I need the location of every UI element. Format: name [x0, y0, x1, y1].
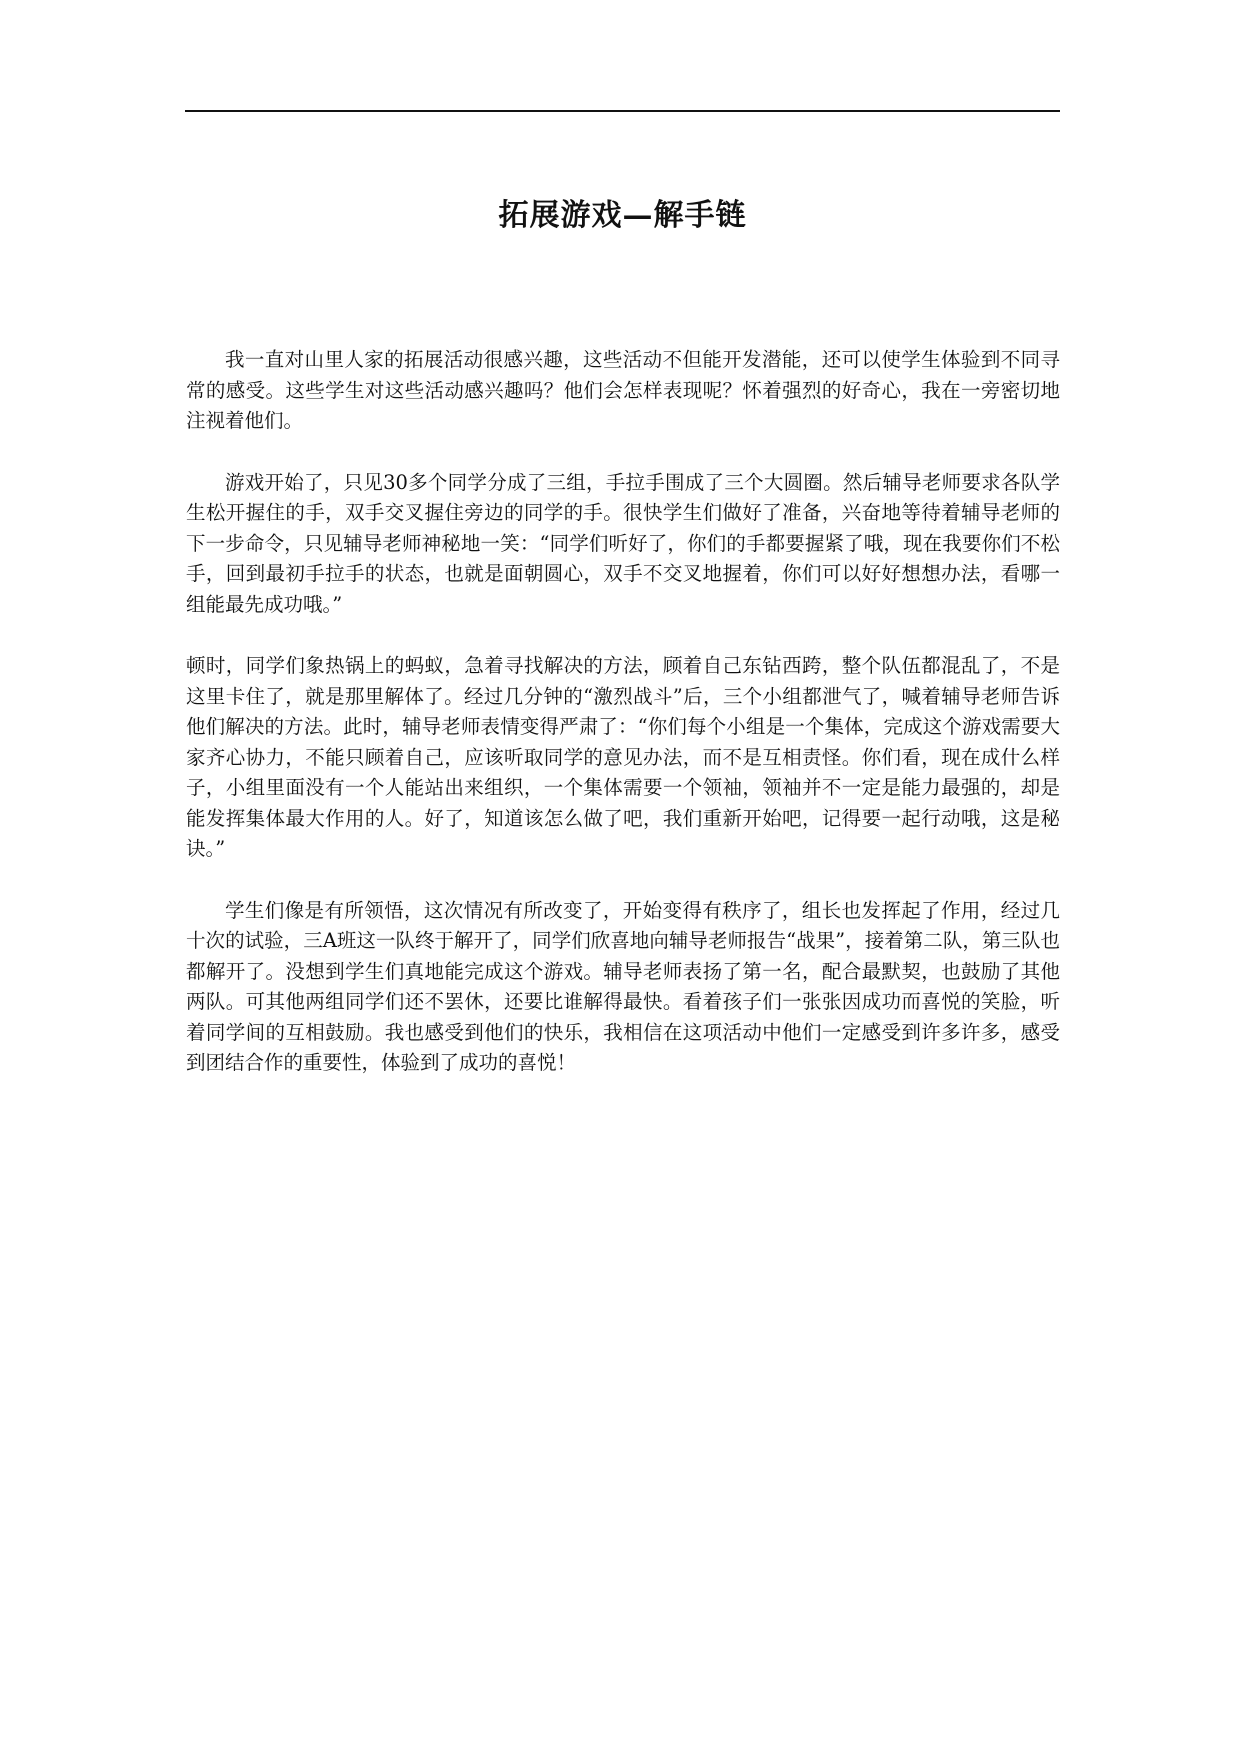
paragraph-2: 游戏开始了，只见30多个同学分成了三组，手拉手围成了三个大圆圈。然后辅导老师要求各队学生松开握住的手，双手交叉握住旁边的同学的手。很快学生们做好了准备，兴奋地等待着辅导老师的下一步命令，只见辅导老师神秘地一笑：“同学们听好了，你们的手都要握紧了哦，现在我要你们不松手，回到最初手拉手的状态，也就是面朝圆心，双手不交叉地握着，你们可以好好想想办法，看哪一组能最先成功哦。” [186, 470, 1060, 616]
document-body [186, 345, 1060, 1110]
paragraph-3: 顿时，同学们象热锅上的蚂蚁，急着寻找解决的方法，顾着自己东钻西跨，整个队伍都混乱了，不是这里卡住了，就是那里解体了。经过几分钟的“激烈战斗”后，三个小组都泄气了，喊着辅导老师告诉他们解决的方法。此时，辅导老师表情变得严肃了：“你们每个小组是一个集体，完成这个游戏需要大家齐心协力，不能只顾着自己，应该听取同学的意见办法，而不是互相责怪。你们看，现在成什么样子，小组里面没有一个人能站出来组织，一个集体需要一个领袖，领袖并不一定是能力最强的，却是能发挥集体最大作用的人。好了，知道该怎么做了吧，我们重新开始吧，记得要一起行动哦，这是秘诀。” [186, 654, 1060, 860]
header-rule [185, 110, 1060, 112]
paragraph-4: 学生们像是有所领悟，这次情况有所改变了，开始变得有秩序了，组长也发挥起了作用，经过几十次的试验，三A班这一队终于解开了，同学们欣喜地向辅导老师报告“战果”，接着第二队，第三队也都解开了。没想到学生们真地能完成这个游戏。辅导老师表扬了第一名，配合最默契，也鼓励了其他两队。可其他两组同学们还不罢休，还要比谁解得最快。看着孩子们一张张因成功而喜悦的笑脸，听着同学间的互相鼓励。我也感受到他们的快乐，我相信在这项活动中他们一定感受到许多许多，感受到团结合作的重要性，体验到了成功的喜悦！ [186, 898, 1060, 1074]
document-title: 拓展游戏—解手链 [498, 198, 747, 233]
paragraph-1: 我一直对山里人家的拓展活动很感兴趣，这些活动不但能开发潜能，还可以使学生体验到不同寻常的感受。这些学生对这些活动感兴趣吗？他们会怎样表现呢？怀着强烈的好奇心，我在一旁密切地注视着他们。 [186, 348, 1060, 432]
